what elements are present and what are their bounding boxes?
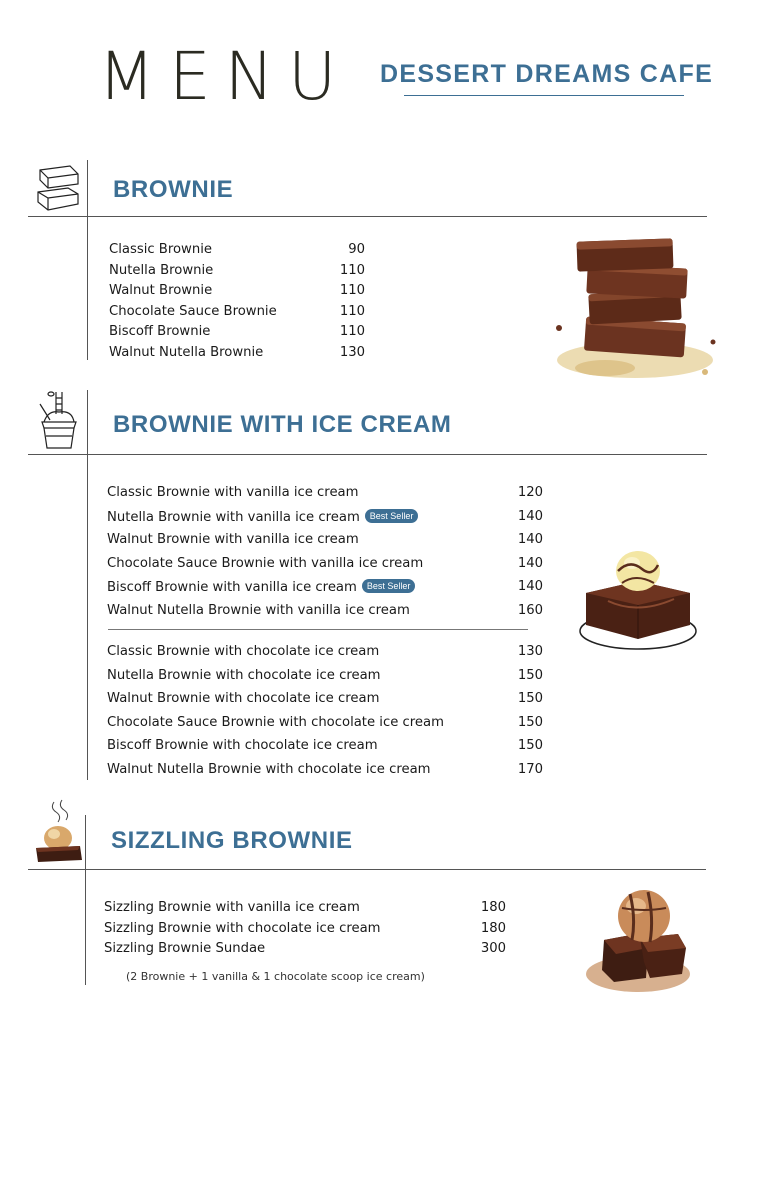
menu-item-name xyxy=(104,941,265,956)
menu-item-name xyxy=(107,579,415,595)
menu-item-label: Nutella Brownie with vanilla ice cream xyxy=(107,509,360,525)
menu-item-price: 110 xyxy=(339,303,365,319)
menu-item-price: 140 xyxy=(517,532,543,547)
menu-item-label: Sizzling Brownie with chocolate ice cream xyxy=(104,920,381,936)
section-divider-vertical xyxy=(87,160,88,360)
menu-item-label: Sizzling Brownie with vanilla ice cream xyxy=(104,900,360,915)
menu-item-name xyxy=(107,509,418,525)
menu-item-name xyxy=(107,485,358,500)
menu-item-price: 150 xyxy=(517,714,543,730)
menu-item-name xyxy=(107,644,379,659)
sundae-note: (2 Brownie + 1 vanilla & 1 chocolate scoop ice cream) xyxy=(126,970,425,983)
menu-item-name xyxy=(109,345,263,360)
menu-item-price: 140 xyxy=(517,579,543,594)
menu-item-price: 150 xyxy=(517,738,543,753)
menu-item-price: 110 xyxy=(339,324,365,340)
menu-item-label: Biscoff Brownie with vanilla ice cream xyxy=(107,580,357,595)
menu-item-name xyxy=(109,283,212,298)
sizzling-brownie-illustration xyxy=(578,878,702,1006)
menu-item-name xyxy=(107,532,359,547)
menu-item-price: 110 xyxy=(339,262,365,278)
menu-item-label: Sizzling Brownie Sundae xyxy=(104,941,266,957)
menu-item-label: Biscoff Brownie xyxy=(109,324,211,340)
section-divider-vertical xyxy=(87,390,88,780)
cafe-name-underline xyxy=(404,95,684,96)
menu-item-price: 180 xyxy=(480,920,506,936)
menu-item-name xyxy=(109,324,210,339)
menu-item-price: 160 xyxy=(517,602,543,618)
menu-item-label: Biscoff Brownie with chocolate ice cream xyxy=(107,738,378,753)
menu-item-price: 130 xyxy=(339,345,365,360)
menu-item-price: 150 xyxy=(517,691,543,706)
section-divider-vertical xyxy=(85,815,86,985)
menu-item-label: Nutella Brownie xyxy=(109,262,214,278)
section-divider-horizontal xyxy=(28,454,707,455)
menu-item-name xyxy=(107,668,381,683)
menu-item-label: Walnut Brownie with chocolate ice cream xyxy=(107,691,380,706)
menu-item-price: 130 xyxy=(517,644,543,659)
menu-item-name xyxy=(107,715,444,730)
section-title-brownie: BROWNIE xyxy=(113,176,234,203)
menu-item-price: 90 xyxy=(348,242,365,257)
brownie-stack-illustration xyxy=(545,232,725,396)
menu-item-label: Chocolate Sauce Brownie with chocolate ice cream xyxy=(107,714,444,730)
menu-item-price: 150 xyxy=(517,667,543,683)
best-seller-badge: Best Seller xyxy=(365,509,419,523)
best-seller-badge: Best Seller xyxy=(362,579,416,593)
brownie-ice-cream-illustration xyxy=(578,545,702,661)
menu-item-label: Classic Brownie xyxy=(109,242,212,257)
menu-item-price: 180 xyxy=(480,900,506,915)
menu-item-label: Walnut Brownie xyxy=(109,283,213,299)
menu-item-name xyxy=(109,263,213,278)
menu-item-label: Classic Brownie with vanilla ice cream xyxy=(107,485,359,500)
menu-item-name xyxy=(104,900,360,915)
menu-item-price: 120 xyxy=(517,485,543,500)
section-divider-horizontal xyxy=(28,869,706,870)
menu-item-name xyxy=(107,762,431,777)
menu-item-name xyxy=(107,603,410,618)
menu-item-price: 140 xyxy=(517,555,543,571)
menu-item-label: Chocolate Sauce Brownie with vanilla ice cream xyxy=(107,555,424,571)
menu-item-name xyxy=(107,738,378,753)
menu-title: MENU xyxy=(98,38,351,115)
section-title-sizzling-brownie: SIZZLING BROWNIE xyxy=(111,827,353,854)
section-title-brownie-ice-cream: BROWNIE WITH ICE CREAM xyxy=(113,411,452,438)
menu-item-label: Walnut Brownie with vanilla ice cream xyxy=(107,532,359,547)
menu-item-label: Chocolate Sauce Brownie xyxy=(109,303,277,319)
menu-item-name xyxy=(109,242,212,257)
menu-item-price: 300 xyxy=(480,941,506,957)
menu-item-name xyxy=(104,921,381,936)
brownie-stack-icon xyxy=(32,160,84,220)
menu-item-name xyxy=(107,556,423,571)
menu-item-label: Nutella Brownie with chocolate ice cream xyxy=(107,667,381,683)
menu-item-label: Classic Brownie with chocolate ice cream xyxy=(107,644,380,659)
list-divider xyxy=(108,629,528,630)
menu-item-price: 110 xyxy=(339,283,365,299)
ice-cream-cup-icon xyxy=(34,390,84,454)
sizzling-brownie-icon xyxy=(32,798,86,872)
menu-item-label: Walnut Nutella Brownie with vanilla ice cream xyxy=(107,602,410,618)
menu-item-price: 140 xyxy=(517,508,543,524)
menu-item-name xyxy=(107,691,379,706)
menu-item-name xyxy=(109,304,277,319)
menu-item-label: Walnut Nutella Brownie with chocolate ice cream xyxy=(107,761,431,777)
menu-item-label: Walnut Nutella Brownie xyxy=(109,345,264,360)
section-divider-horizontal xyxy=(28,216,707,217)
cafe-name: DESSERT DREAMS CAFE xyxy=(380,60,714,88)
menu-item-price: 170 xyxy=(517,761,543,777)
